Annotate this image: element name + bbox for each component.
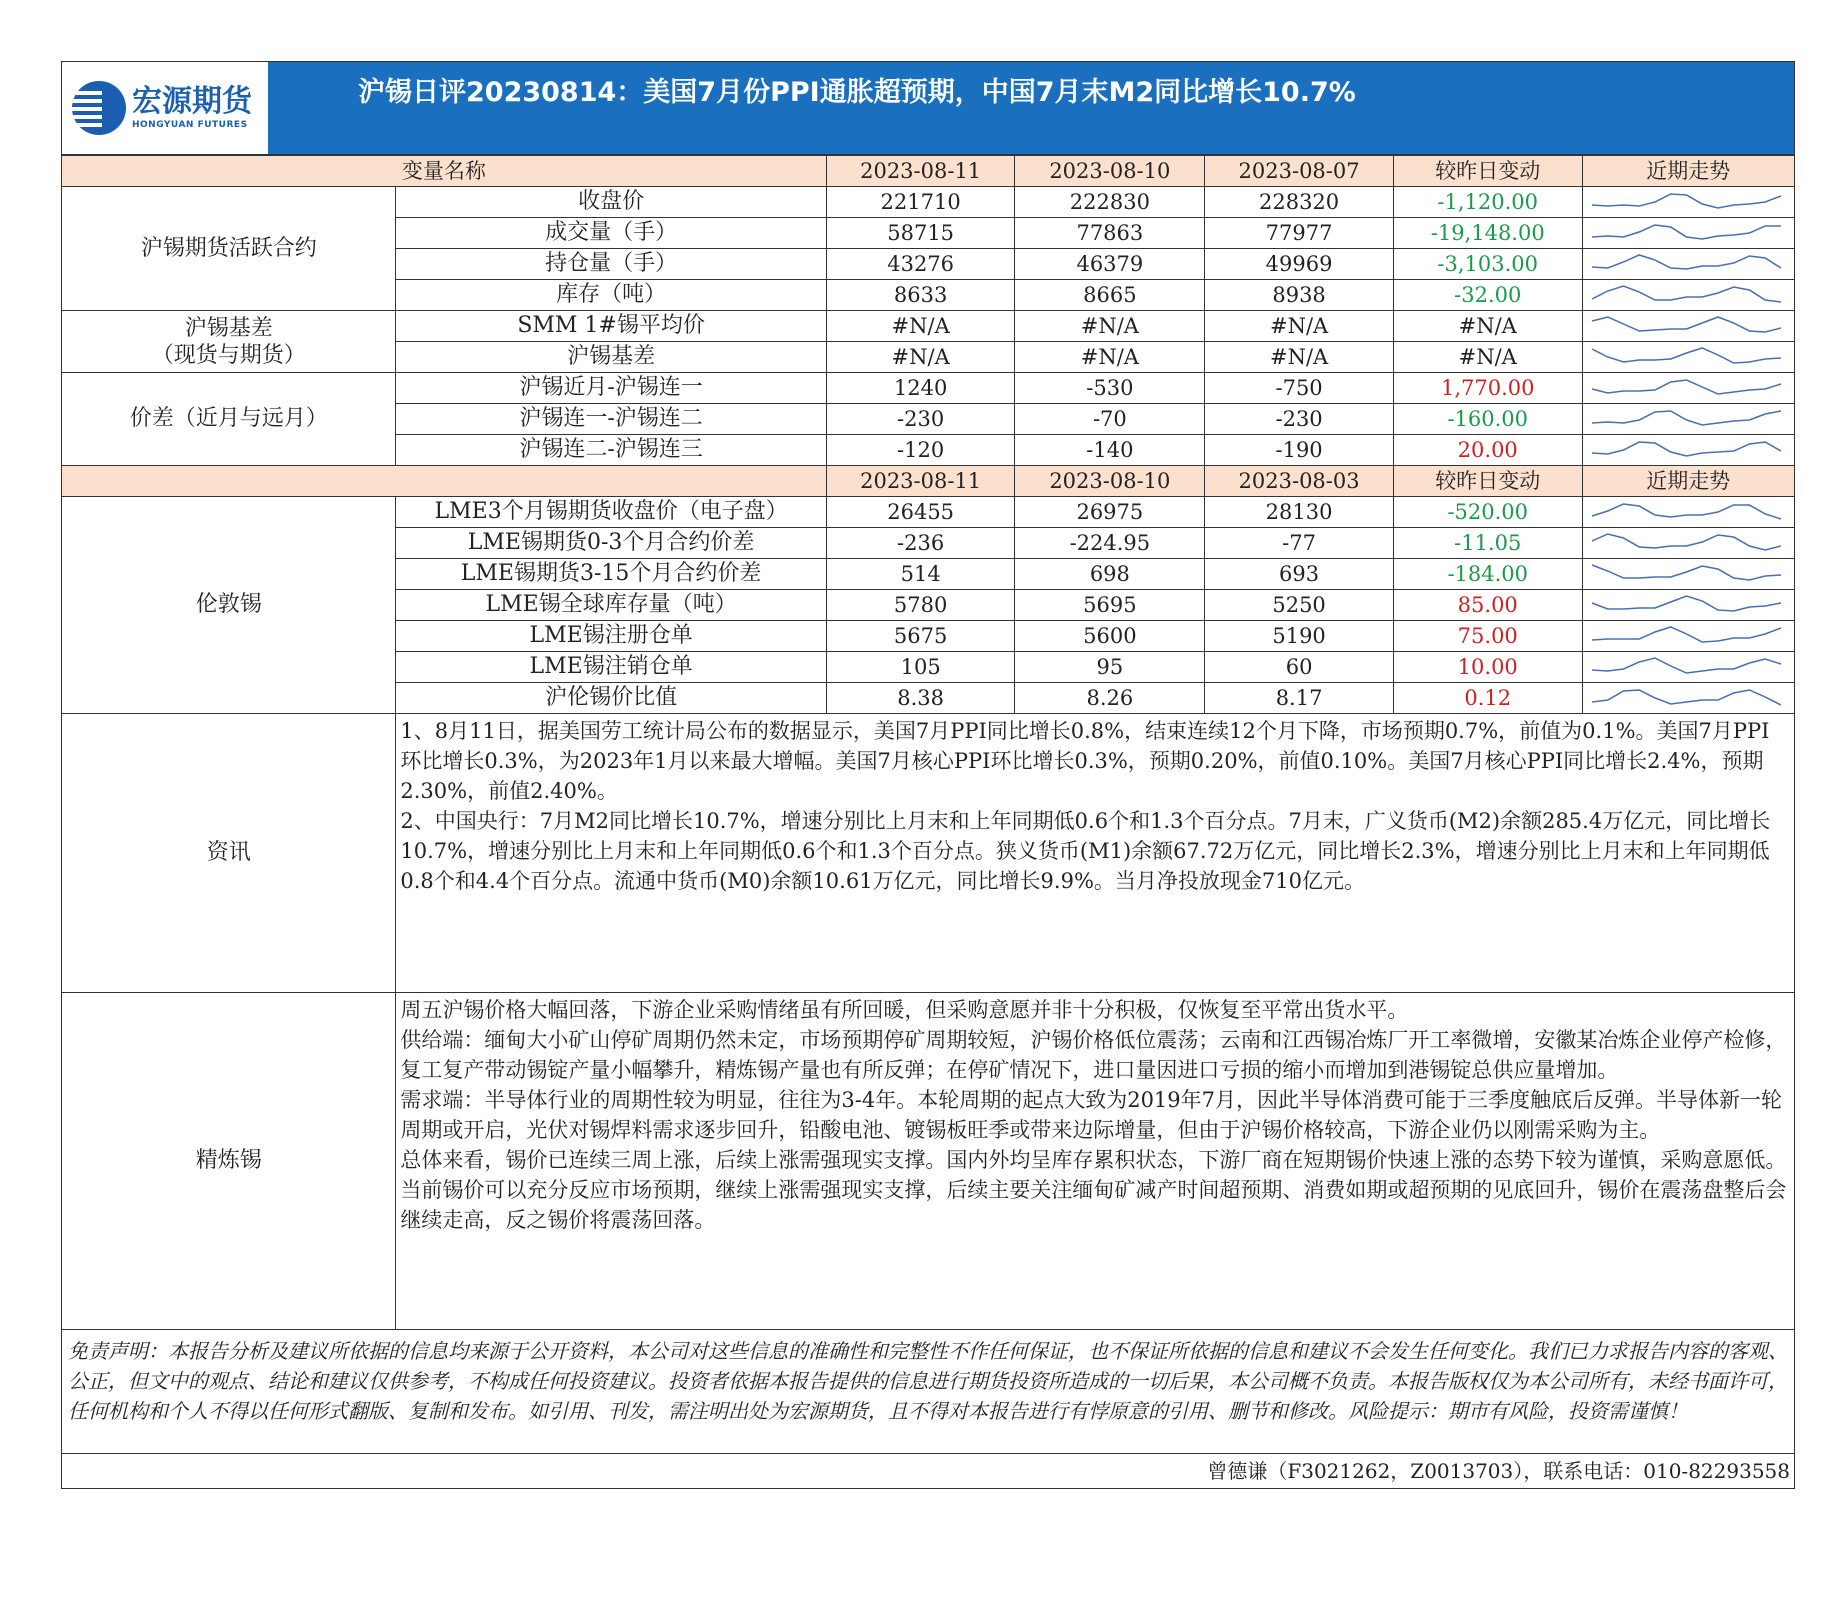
- change-cell: -3,103.00: [1393, 249, 1582, 280]
- value-cell: 514: [826, 559, 1015, 590]
- sparkline-cell: [1582, 249, 1794, 280]
- change-cell: -520.00: [1393, 497, 1582, 528]
- sparkline-cell: [1582, 311, 1794, 342]
- header-column: 2023-08-10: [1015, 466, 1205, 497]
- row-label: 持仓量（手）: [396, 249, 826, 280]
- value-cell: 228320: [1205, 187, 1394, 218]
- sparkline-icon: [1583, 435, 1794, 465]
- change-cell: -184.00: [1393, 559, 1582, 590]
- row-label: SMM 1#锡平均价: [396, 311, 826, 342]
- value-cell: 5675: [826, 621, 1015, 652]
- sparkline-icon: [1583, 187, 1794, 217]
- header-variable-name: 变量名称: [62, 156, 827, 187]
- group-name: 伦敦锡: [62, 497, 396, 714]
- value-cell: 698: [1015, 559, 1205, 590]
- section2-header-row: [62, 466, 1795, 497]
- group-name: 价差（近月与远月）: [62, 373, 396, 466]
- sparkline-icon: [1583, 559, 1794, 589]
- header-column: 2023-08-11: [826, 156, 1015, 187]
- row-label: LME锡期货0-3个月合约价差: [396, 528, 826, 559]
- value-cell: 77977: [1205, 218, 1394, 249]
- sparkline-cell: [1582, 218, 1794, 249]
- value-cell: #N/A: [1205, 342, 1394, 373]
- news-label: 资讯: [62, 714, 396, 993]
- row-label: 沪锡基差: [396, 342, 826, 373]
- change-cell: -32.00: [1393, 280, 1582, 311]
- sparkline-icon: [1583, 342, 1794, 372]
- section1-header-row: [62, 156, 1795, 187]
- table-row: [62, 373, 1795, 404]
- value-cell: 5600: [1015, 621, 1205, 652]
- value-cell: 28130: [1205, 497, 1394, 528]
- value-cell: #N/A: [1015, 342, 1205, 373]
- value-cell: 8.17: [1205, 683, 1394, 714]
- sparkline-icon: [1583, 590, 1794, 620]
- value-cell: 77863: [1015, 218, 1205, 249]
- value-cell: 46379: [1015, 249, 1205, 280]
- header-column: 2023-08-10: [1015, 156, 1205, 187]
- row-label: 沪伦锡价比值: [396, 683, 826, 714]
- value-cell: #N/A: [1205, 311, 1394, 342]
- report-title: 沪锡日评20230814：美国7月份PPI通胀超预期，中国7月末M2同比增长10.7%: [358, 77, 1356, 108]
- value-cell: 58715: [826, 218, 1015, 249]
- value-cell: -120: [826, 435, 1015, 466]
- logo-name-en: HONGYUAN FUTURES: [132, 119, 248, 130]
- change-cell: #N/A: [1393, 342, 1582, 373]
- value-cell: -140: [1015, 435, 1205, 466]
- sparkline-cell: [1582, 621, 1794, 652]
- sparkline-cell: [1582, 590, 1794, 621]
- table-row: [62, 187, 1795, 218]
- value-cell: -236: [826, 528, 1015, 559]
- sparkline-cell: [1582, 683, 1794, 714]
- value-cell: 5190: [1205, 621, 1394, 652]
- group-name-line: （现货与期货）: [151, 342, 306, 368]
- logo-emblem-icon: [72, 81, 126, 135]
- value-cell: 5250: [1205, 590, 1394, 621]
- report-sheet: [61, 61, 1795, 1489]
- refined-label: 精炼锡: [62, 993, 396, 1330]
- paragraph: 2、中国央行：7月M2同比增长10.7%，增速分别比上月末和上年同期低0.6个和1.3个百分点。7月末，广义货币(M2)余额285.4万亿元，同比增长10.7%，增速分别比上月末和上年同期低0.6个和1.3个百分点。狭义货币(M1)余额67.72万亿元，同比增长2.3%，增速分别比上月末和上年同期低0.8个和4.4个百分点。流通中货币(M0)余额10.61万亿元，同比增长9.9%。当月净投放现金710亿元。: [400, 809, 1771, 893]
- row-label: 沪锡连二-沪锡连三: [396, 435, 826, 466]
- value-cell: #N/A: [826, 342, 1015, 373]
- table-row: [62, 311, 1795, 342]
- report-banner: [61, 61, 1795, 155]
- sparkline-icon: [1583, 280, 1794, 310]
- value-cell: 49969: [1205, 249, 1394, 280]
- refined-row: [62, 993, 1795, 1330]
- news-row: [62, 714, 1795, 993]
- row-label: LME3个月锡期货收盘价（电子盘）: [396, 497, 826, 528]
- sparkline-cell: [1582, 435, 1794, 466]
- value-cell: -224.95: [1015, 528, 1205, 559]
- value-cell: -190: [1205, 435, 1394, 466]
- group-name: [62, 311, 396, 373]
- value-cell: 8.26: [1015, 683, 1205, 714]
- sparkline-cell: [1582, 559, 1794, 590]
- value-cell: 8665: [1015, 280, 1205, 311]
- header-column: 近期走势: [1582, 156, 1794, 187]
- header-column: 较昨日变动: [1393, 466, 1582, 497]
- change-cell: -160.00: [1393, 404, 1582, 435]
- change-cell: 10.00: [1393, 652, 1582, 683]
- sparkline-cell: [1582, 280, 1794, 311]
- value-cell: -230: [826, 404, 1015, 435]
- company-logo: [62, 62, 268, 154]
- change-cell: -1,120.00: [1393, 187, 1582, 218]
- sparkline-icon: [1583, 683, 1794, 713]
- sparkline-icon: [1583, 249, 1794, 279]
- value-cell: 26455: [826, 497, 1015, 528]
- news-text: [396, 714, 1795, 993]
- row-label: LME锡注册仓单: [396, 621, 826, 652]
- value-cell: 8938: [1205, 280, 1394, 311]
- row-label: 库存（吨）: [396, 280, 826, 311]
- value-cell: #N/A: [826, 311, 1015, 342]
- change-cell: 20.00: [1393, 435, 1582, 466]
- value-cell: 26975: [1015, 497, 1205, 528]
- value-cell: -70: [1015, 404, 1205, 435]
- paragraph: 供给端：缅甸大小矿山停矿周期仍然未定，市场预期停矿周期较短，沪锡价格低位震荡；云南和江西锡冶炼厂开工率微增，安徽某冶炼企业停产检修，复工复产带动锡锭产量小幅攀升，精炼锡产量也有所反弹；在停矿情况下，进口量因进口亏损的缩小而增加到港锡锭总供应量增加。: [400, 1028, 1787, 1082]
- sparkline-cell: [1582, 373, 1794, 404]
- table-row: [62, 497, 1795, 528]
- row-label: 收盘价: [396, 187, 826, 218]
- row-label: LME锡期货3-15个月合约价差: [396, 559, 826, 590]
- sparkline-icon: [1583, 621, 1794, 651]
- sparkline-cell: [1582, 497, 1794, 528]
- value-cell: 5695: [1015, 590, 1205, 621]
- header-blank: [62, 466, 827, 497]
- change-cell: 85.00: [1393, 590, 1582, 621]
- sparkline-cell: [1582, 404, 1794, 435]
- value-cell: 43276: [826, 249, 1015, 280]
- paragraph: 需求端：半导体行业的周期性较为明显，往往为3-4年。本轮周期的起点大致为2019年7月，因此半导体消费可能于三季度触底后反弹。半导体新一轮周期或开启，光伏对锡焊料需求逐步回升，铅酸电池、镀锡板旺季或带来边际增量，但由于沪锡价格较高，下游企业仍以刚需采购为主。: [400, 1088, 1783, 1142]
- row-label: 沪锡近月-沪锡连一: [396, 373, 826, 404]
- value-cell: -77: [1205, 528, 1394, 559]
- sparkline-icon: [1583, 373, 1794, 403]
- group-name: 沪锡期货活跃合约: [62, 187, 396, 311]
- analyst-contact: 曾德谦（F3021262，Z0013703），联系电话：010-82293558: [61, 1454, 1795, 1489]
- value-cell: 5780: [826, 590, 1015, 621]
- value-cell: 8.38: [826, 683, 1015, 714]
- value-cell: 221710: [826, 187, 1015, 218]
- logo-name-cn: 宏源期货: [132, 83, 252, 119]
- sparkline-cell: [1582, 342, 1794, 373]
- header-column: 较昨日变动: [1393, 156, 1582, 187]
- paragraph: 1、8月11日，据美国劳工统计局公布的数据显示，美国7月PPI同比增长0.8%，结束连续12个月下降，市场预期0.7%，前值为0.1%。美国7月PPI环比增长0.3%，为2023年1月以来最大增幅。美国7月核心PPI环比增长0.3%，预期0.20%，前值0.10%。美国7月核心PPI同比增长2.4%，预期2.30%，前值2.40%。: [400, 719, 1770, 803]
- value-cell: -230: [1205, 404, 1394, 435]
- group-name-line: 沪锡基差: [184, 315, 273, 341]
- header-column: 2023-08-03: [1205, 466, 1394, 497]
- value-cell: 693: [1205, 559, 1394, 590]
- row-label: LME锡注销仓单: [396, 652, 826, 683]
- data-table: [61, 155, 1795, 1330]
- header-column: 近期走势: [1582, 466, 1794, 497]
- sparkline-cell: [1582, 652, 1794, 683]
- value-cell: 95: [1015, 652, 1205, 683]
- change-cell: 0.12: [1393, 683, 1582, 714]
- sparkline-icon: [1583, 497, 1794, 527]
- sparkline-icon: [1583, 652, 1794, 682]
- disclaimer: 免责声明：本报告分析及建议所依据的信息均来源于公开资料，本公司对这些信息的准确性和完整性不作任何保证，也不保证所依据的信息和建议不会发生任何变化。我们已力求报告内容的客观、公正，但文中的观点、结论和建议仅供参考，不构成任何投资建议。投资者依据本报告提供的信息进行期货投资所造成的一切后果，本公司概不负责。本报告版权仅为本公司所有，未经书面许可，任何机构和个人不得以任何形式翻版、复制和发布。如引用、刊发，需注明出处为宏源期货，且不得对本报告进行有悖原意的引用、删节和修改。风险提示：期市有风险，投资需谨慎！: [61, 1330, 1795, 1454]
- header-column: 2023-08-07: [1205, 156, 1394, 187]
- sparkline-cell: [1582, 187, 1794, 218]
- sparkline-icon: [1583, 528, 1794, 558]
- change-cell: 1,770.00: [1393, 373, 1582, 404]
- sparkline-icon: [1583, 218, 1794, 248]
- sparkline-icon: [1583, 404, 1794, 434]
- header-column: 2023-08-11: [826, 466, 1015, 497]
- change-cell: -11.05: [1393, 528, 1582, 559]
- change-cell: 75.00: [1393, 621, 1582, 652]
- row-label: 成交量（手）: [396, 218, 826, 249]
- sparkline-icon: [1583, 311, 1794, 341]
- sparkline-cell: [1582, 528, 1794, 559]
- value-cell: 8633: [826, 280, 1015, 311]
- value-cell: -750: [1205, 373, 1394, 404]
- value-cell: -530: [1015, 373, 1205, 404]
- paragraph: 周五沪锡价格大幅回落，下游企业采购情绪虽有所回暖，但采购意愿并非十分积极，仅恢复至平常出货水平。: [400, 998, 1409, 1022]
- value-cell: 222830: [1015, 187, 1205, 218]
- value-cell: 1240: [826, 373, 1015, 404]
- change-cell: #N/A: [1393, 311, 1582, 342]
- change-cell: -19,148.00: [1393, 218, 1582, 249]
- value-cell: #N/A: [1015, 311, 1205, 342]
- value-cell: 105: [826, 652, 1015, 683]
- refined-text: [396, 993, 1795, 1330]
- row-label: LME锡全球库存量（吨）: [396, 590, 826, 621]
- row-label: 沪锡连一-沪锡连二: [396, 404, 826, 435]
- paragraph: 总体来看，锡价已连续三周上涨，后续上涨需强现实支撑。国内外均呈库存累积状态，下游厂商在短期锡价快速上涨的态势下较为谨慎，采购意愿低。当前锡价可以充分反应市场预期，继续上涨需强现实支撑，后续主要关注缅甸矿减产时间超预期、消费如期或超预期的见底回升，锡价在震荡盘整后会继续走高，反之锡价将震荡回落。: [400, 1148, 1787, 1232]
- value-cell: 60: [1205, 652, 1394, 683]
